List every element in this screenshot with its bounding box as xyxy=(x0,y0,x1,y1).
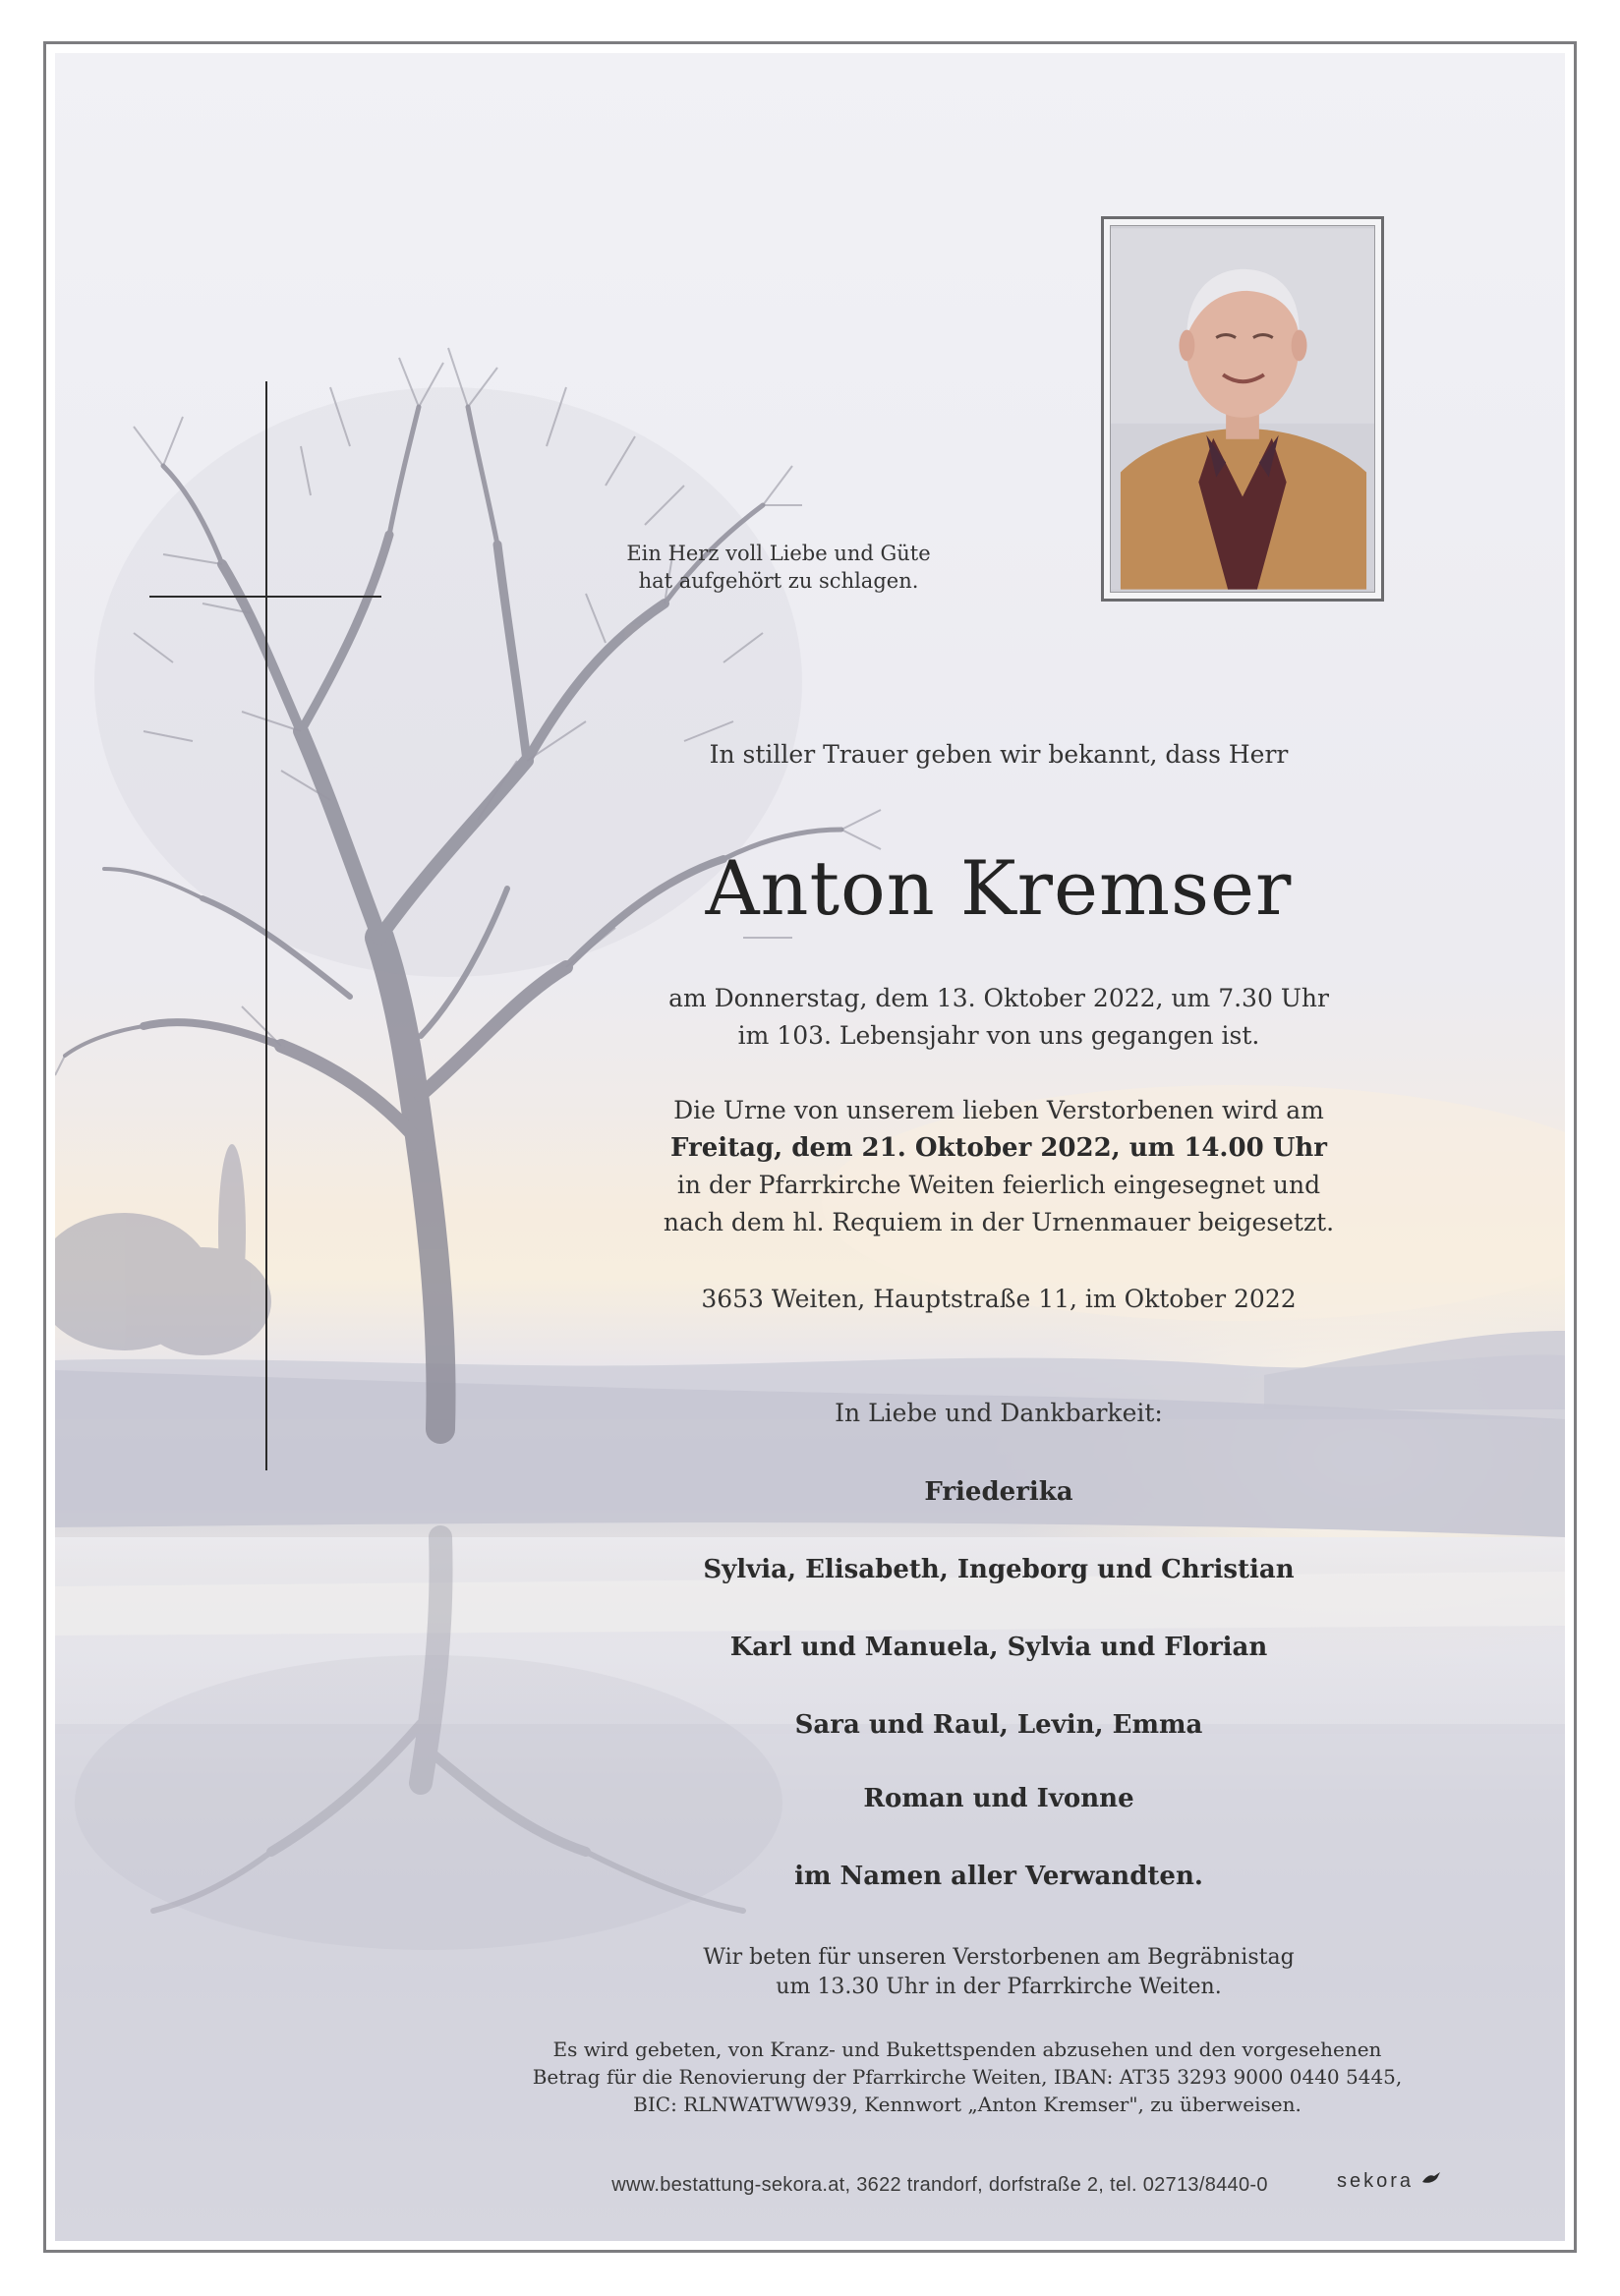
place-date: 3653 Weiten, Hauptstraße 11, im Oktober 2022 xyxy=(701,1285,1297,1313)
logo-text: sekora xyxy=(1337,2170,1415,2192)
mourner-line: Sylvia, Elisabeth, Ingeborg und Christian xyxy=(703,1555,1295,1584)
footer-contact: www.bestattung-sekora.at, 3622 trandorf, dorfstraße 2, tel. 02713/8440-0 xyxy=(611,2174,1268,2196)
mourner-line: Sara und Raul, Levin, Emma xyxy=(794,1710,1203,1740)
prayer-line-2: um 13.30 Uhr in der Pfarrkirche Weiten. xyxy=(776,1975,1222,1999)
motto-line-2: hat aufgehört zu schlagen. xyxy=(638,569,919,593)
announcement-intro: In stiller Trauer geben wir bekannt, dass Herr xyxy=(709,740,1289,769)
mourners-heading: In Liebe und Dankbarkeit: xyxy=(835,1399,1163,1427)
funeral-date-line: Freitag, dem 21. Oktober 2022, um 14.00 Uhr xyxy=(670,1133,1327,1163)
funeral-home-logo xyxy=(1337,2170,1442,2193)
donation-line-1: Es wird gebeten, von Kranz- und Bukettspenden abzusehen und den vorgesehenen xyxy=(552,2038,1382,2061)
bird-icon xyxy=(1420,2170,1442,2188)
mourner-line: Friederika xyxy=(924,1477,1073,1507)
funeral-line-3: in der Pfarrkirche Weiten feierlich eingesegnet und xyxy=(676,1171,1321,1199)
funeral-line-4: nach dem hl. Requiem in der Urnenmauer beigesetzt. xyxy=(663,1208,1335,1236)
donation-line-2: Betrag für die Renovierung der Pfarrkirche Weiten, IBAN: AT35 3293 9000 0440 5445, xyxy=(532,2065,1403,2089)
mourner-line: Karl und Manuela, Sylvia und Florian xyxy=(729,1633,1268,1662)
obituary-text xyxy=(55,53,1565,2241)
funeral-line-1: Die Urne von unserem lieben Verstorbenen wird am xyxy=(673,1096,1324,1124)
mourner-line: Roman und Ivonne xyxy=(863,1784,1134,1813)
motto-line-1: Ein Herz voll Liebe und Güte xyxy=(626,542,931,565)
deceased-name: Anton Kremser xyxy=(705,844,1293,932)
death-date-line: am Donnerstag, dem 13. Oktober 2022, um 7.30 Uhr xyxy=(668,984,1329,1012)
age-line: im 103. Lebensjahr von uns gegangen ist. xyxy=(737,1021,1260,1050)
background-panel xyxy=(55,53,1565,2241)
donation-line-3: BIC: RLNWATWW939, Kennwort „Anton Kremser", zu überweisen. xyxy=(633,2093,1302,2116)
mourner-line: im Namen aller Verwandten. xyxy=(794,1862,1203,1891)
prayer-line-1: Wir beten für unseren Verstorbenen am Begräbnistag xyxy=(703,1945,1295,1970)
